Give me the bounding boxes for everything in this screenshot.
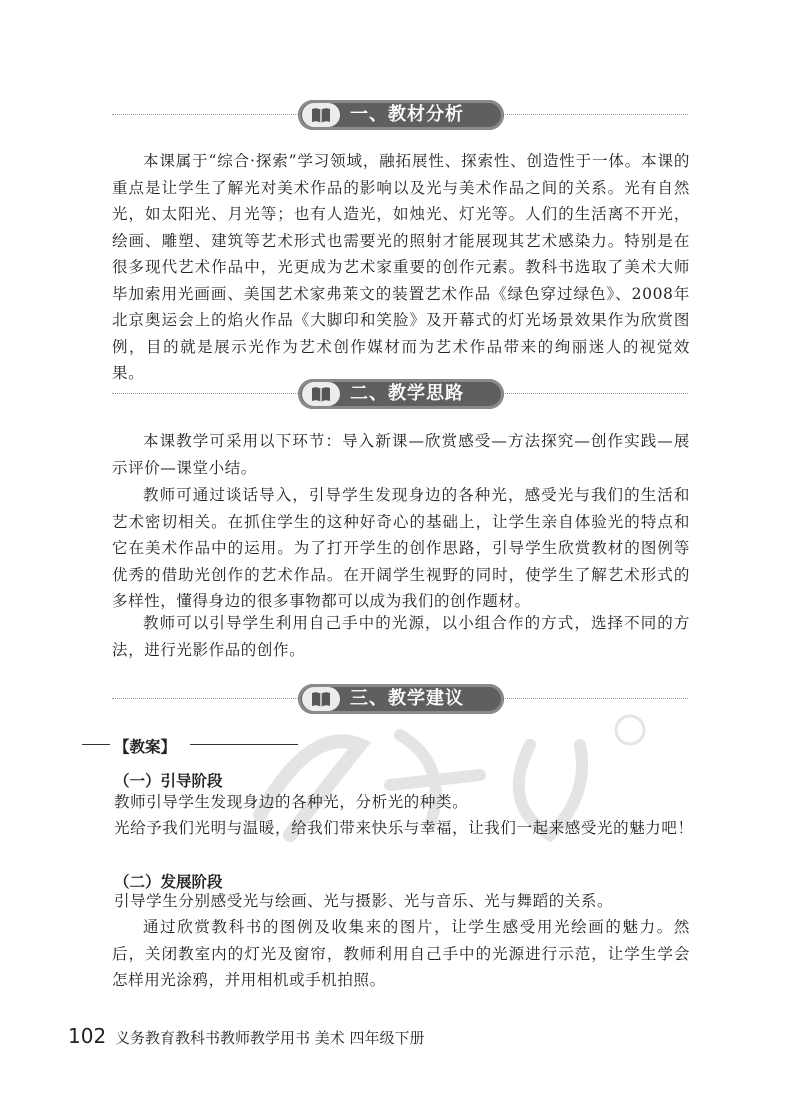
stage-1-line-1: 教师引导学生发现身边的各种光，分析光的种类。 [114, 793, 469, 811]
paragraph-teaching-steps: 本课教学可采用以下环节：导入新课—欣赏感受—方法探究—创作实践—展示评价—课堂小结。 [112, 432, 690, 477]
book-icon [302, 103, 340, 127]
section-title: 一、教材分析 [350, 104, 464, 125]
stage-1-title: （一）引导阶段 [114, 772, 223, 790]
page-number: 102 [68, 1024, 107, 1048]
rule-right [190, 744, 298, 745]
section-title: 二、教学思路 [350, 383, 464, 404]
lesson-plan-label [82, 735, 302, 755]
book-icon [302, 687, 340, 711]
section-title-pill [298, 100, 504, 130]
rule-left [82, 744, 110, 745]
paragraph-teaching-idea: 教师可通过谈话导入，引导学生发现身边的各种光，感受光与我们的生活和艺术密切相关。在抓住学生的这种好奇心的基础上，让学生亲自体验光的特点和它在美术作品中的运用。为了打开学生的创作思路，引导学生欣赏教材的图例等优秀的借助光创作的艺术作品。在开阔学生视野的同时，使学生了解艺术形式的多样性，懂得身边的很多事物都可以成为我们的创作题材。 [112, 486, 690, 610]
section-title: 三、教学建议 [350, 688, 464, 709]
book-icon [302, 382, 340, 406]
book-title: 义务教育教科书教师教学用书 美术 四年级下册 [114, 1029, 425, 1047]
paragraph-group-work: 教师可以引导学生利用自己手中的光源，以小组合作的方式，选择不同的方法，进行光影作品的创作。 [112, 614, 690, 659]
section-title-pill [298, 379, 504, 409]
section-heading-1 [112, 95, 688, 135]
section-heading-2 [112, 374, 688, 414]
stage-2-paragraph: 通过欣赏教科书的图例及收集来的图片，让学生感受用光绘画的魅力。然后，关闭教室内的灯光及窗帘，教师利用自己手中的光源进行示范，让学生学会怎样用光涂鸦，并用相机或手机拍照。 [112, 918, 690, 989]
lesson-plan-title: 【教案】 [114, 738, 177, 756]
paragraph-material-analysis: 本课属于“综合·探索”学习领域，融拓展性、探索性、创造性于一体。本课的重点是让学生了解光对美术作品的影响以及光与美术作品之间的关系。光有自然光，如太阳光、月光等；也有人造光，如烛光、灯光等。人们的生活离不开光，绘画、雕塑、建筑等艺术形式也需要光的照射才能展现其艺术感染力。特别是在很多现代艺术作品中，光更成为艺术家重要的创作元素。教科书选取了美术大师毕加索用光画画、美国艺术家弗莱文的装置艺术作品《绿色穿过绿色》、2008年北京奥运会上的焰火作品《大脚印和笑脸》及开幕式的灯光场景效果作为欣赏图例，目的就是展示光作为艺术创作媒材而为艺术作品带来的绚丽迷人的视觉效果。 [112, 152, 690, 382]
stage-2-line-1: 引导学生分别感受光与绘画、光与摄影、光与音乐、光与舞蹈的关系。 [114, 892, 614, 910]
page-footer [68, 1024, 425, 1048]
section-title-pill [298, 684, 504, 714]
stage-2-title: （二）发展阶段 [114, 873, 223, 891]
stage-1-line-2: 光给予我们光明与温暖，给我们带来快乐与幸福，让我们一起来感受光的魅力吧！ [114, 819, 694, 837]
section-heading-3 [112, 679, 688, 719]
